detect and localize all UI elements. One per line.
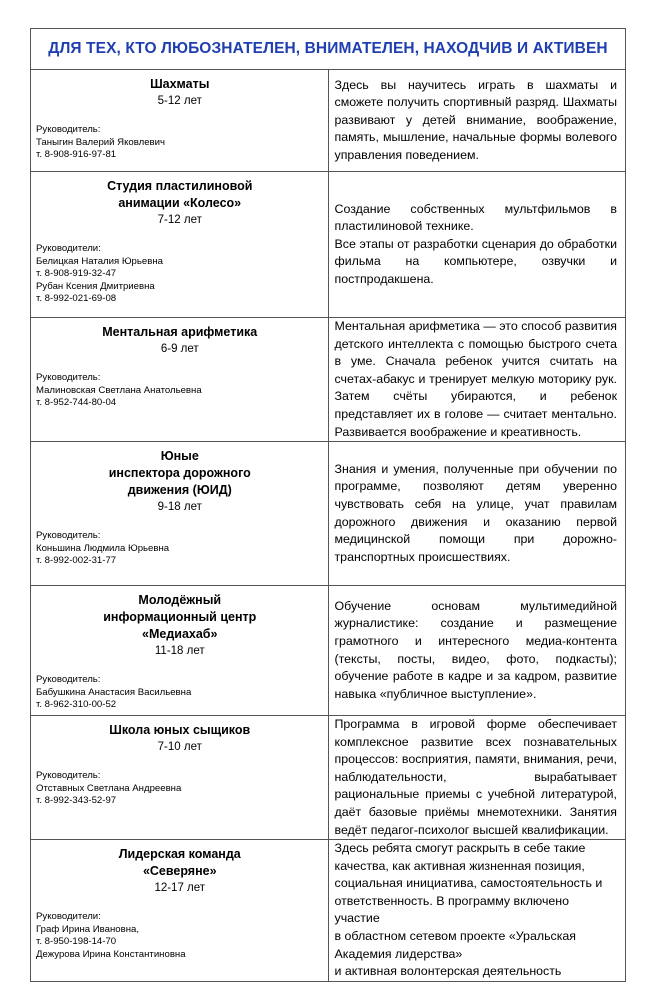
leader-line: Малиновская Светлана Анатольевна: [36, 384, 202, 396]
club-name: Ментальная арифметика: [102, 325, 258, 339]
club-description: [335, 77, 618, 165]
leader-label: Руководитель:: [36, 372, 101, 383]
description-paragraph: и активная волонтерская деятельность: [334, 964, 562, 979]
club-name: Молодёжный: [138, 593, 222, 608]
club-description: [335, 598, 618, 704]
leader-line: т. 8-908-919-32-47: [36, 268, 117, 280]
table-row: [31, 70, 626, 172]
club-description: [335, 840, 618, 981]
table-row: [31, 318, 626, 442]
description-paragraph: Программа в игровой форме обеспечивает комплексное развитие всех познавательных процессов: восприятия, памяти, внимания, речи, наблюдательности, вырабатывает рациональные приемы с учебной литературой, даёт базовые приёмы мнемотехники. Занятия ведёт педагог-психолог высшей квалификации.: [334, 716, 617, 837]
club-leader: [36, 674, 324, 712]
club-description-cell: [328, 442, 626, 586]
club-name: Шахматы: [150, 77, 210, 91]
club-name: информационный центр: [103, 610, 257, 625]
club-name: Школа юных сыщиков: [109, 722, 251, 737]
description-paragraph: в областном сетевом проекте «Уральская Академия лидерства»: [334, 929, 577, 961]
description-paragraph: Знания и умения, полученные при обучении по программе, позволяют детям уверенно чувствовать себя на улице, учат правилам дорожного движения и оказанию первой медицинской помощи при дорожно-транспортных происшествиях.: [334, 461, 617, 564]
club-leader: [36, 530, 324, 568]
club-info-cell: [31, 172, 329, 318]
table-row: [31, 442, 626, 586]
club-name: «Северяне»: [142, 864, 217, 879]
leader-line: Белицкая Наталия Юрьевна: [36, 255, 163, 267]
leader-label: Руководитель:: [36, 530, 101, 542]
description-paragraph: Здесь вы научитесь играть в шахматы и сможете получить спортивный разряд. Шахматы развивают у детей внимание, воображение, память, мышление, начальные формы волевого управления поведением.: [334, 77, 617, 162]
leader-line: Дежурова Ирина Константиновна: [36, 948, 186, 960]
leader-label: Руководители:: [36, 243, 101, 254]
leader-line: т. 8-952-744-80-04: [36, 397, 117, 409]
table-row: [31, 586, 626, 716]
club-name: Студия пластилиновой: [107, 179, 253, 193]
leader-line: Таныгин Валерий Яковлевич: [36, 136, 165, 148]
club-description: [335, 201, 618, 289]
club-description-cell: [328, 586, 626, 716]
table-row: [31, 840, 626, 982]
club-info-cell: [31, 318, 329, 442]
description-paragraph: Все этапы от разработки сценария до обработки фильма на компьютере, озвучки и постпродакшена.: [334, 236, 617, 286]
leader-line: т. 8-962-310-00-52: [36, 699, 117, 711]
leader-line: Отставных Светлана Андреевна: [36, 782, 182, 794]
club-name: «Медиахаб»: [142, 627, 218, 642]
leader-line: Бабушкина Анастасия Васильевна: [36, 686, 192, 698]
club-description-cell: [328, 840, 626, 982]
description-paragraph: Обучение основам мультимедийной журналистике: создание и размещение грамотного и интересного медиа-контента (тексты, посты, видео, фото, подкасты); обучение работе в кадре и за кадром, развитие навыка «публичное выступление».: [334, 598, 617, 701]
club-name: Юные: [160, 449, 199, 464]
description-paragraph: Здесь ребята смогут раскрыть в себе такие качества, как активная жизненная позиция, социальная инициатива, самостоятельность и ответственность. В программу включено участие: [334, 841, 603, 926]
description-paragraph: Ментальная арифметика — это способ развития детского интеллекта с помощью быстрого счета в уме. Сначала ребенок учится считать на счетах-абакус и тренирует мелкую моторику рук. Затем счёты убираются, и ребенок представляет их в голове — считает ментально. Развивается воображение и креативность.: [334, 319, 617, 439]
club-name: Лидерская команда: [118, 847, 241, 862]
club-age: 6-9 лет: [160, 343, 199, 355]
leader-line: Рубан Ксения Дмитриевна: [36, 280, 155, 292]
leader-line: т. 8-992-343-52-97: [36, 795, 117, 807]
club-leader: [36, 124, 324, 162]
club-description-cell: [328, 715, 626, 839]
table-row: [31, 172, 626, 318]
clubs-table: [30, 28, 626, 982]
club-age: 7-10 лет: [157, 740, 202, 753]
club-description: [335, 461, 618, 567]
club-info-cell: [31, 715, 329, 839]
club-leader: [36, 243, 324, 306]
club-info-cell: [31, 442, 329, 586]
leader-line: т. 8-992-002-31-77: [36, 555, 117, 567]
club-leader: [36, 911, 324, 961]
club-info-cell: [31, 840, 329, 982]
club-age: 7-12 лет: [157, 214, 202, 226]
leader-label: Руководитель:: [36, 124, 101, 135]
club-age: 11-18 лет: [154, 645, 205, 658]
club-description: [335, 318, 618, 441]
club-age: 5-12 лет: [157, 95, 202, 107]
club-age: 9-18 лет: [157, 501, 202, 514]
club-description-cell: [328, 318, 626, 442]
table-row: [31, 715, 626, 839]
description-paragraph: Создание собственных мультфильмов в пластилиновой технике.: [334, 201, 617, 234]
club-description: [335, 716, 618, 839]
header-title: ДЛЯ ТЕХ, КТО ЛЮБОЗНАТЕЛЕН, ВНИМАТЕЛЕН, НАХОДЧИВ И АКТИВЕН: [48, 40, 608, 57]
leader-line: Граф Ирина Ивановна,: [36, 923, 140, 935]
club-name: анимации «Колесо»: [118, 196, 242, 210]
leader-label: Руководители:: [36, 911, 101, 923]
leader-line: т. 8-908-916-97-81: [36, 149, 117, 161]
table-header: [31, 29, 626, 70]
leader-line: т. 8-950-198-14-70: [36, 936, 117, 948]
club-info-cell: [31, 586, 329, 716]
club-leader: [36, 770, 324, 808]
page: [30, 28, 626, 982]
club-name: движения (ЮИД): [127, 483, 232, 498]
club-description-cell: [328, 172, 626, 318]
club-age: 12-17 лет: [154, 882, 206, 895]
club-leader: [36, 372, 324, 410]
club-description-cell: [328, 70, 626, 172]
leader-label: Руководитель:: [36, 674, 101, 686]
leader-label: Руководитель:: [36, 769, 101, 781]
leader-line: т. 8-992-021-69-08: [36, 293, 117, 305]
club-info-cell: [31, 70, 329, 172]
leader-line: Коньшина Людмила Юрьевна: [36, 542, 170, 554]
club-name: инспектора дорожного: [108, 466, 251, 481]
